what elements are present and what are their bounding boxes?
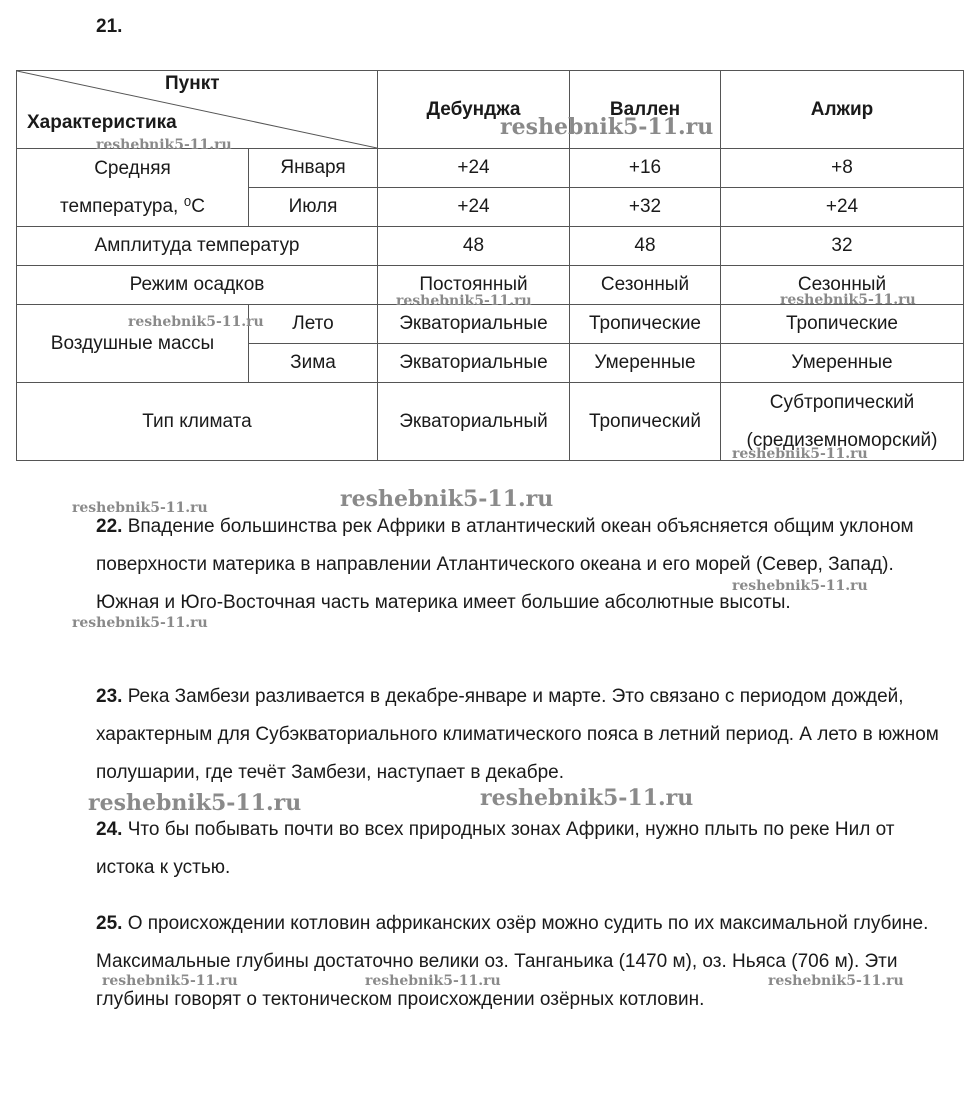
table-cell: Экваториальные xyxy=(378,344,570,383)
table-cell: Умеренные xyxy=(570,344,721,383)
watermark-text: reshebnik5-11.ru xyxy=(732,446,868,462)
watermark-text: reshebnik5-11.ru xyxy=(780,292,916,308)
column-header-debundja: Дебунджа xyxy=(378,71,570,149)
corner-label-point: Пункт xyxy=(165,73,220,94)
row-label-july: Июля xyxy=(249,188,378,227)
table-cell: +16 xyxy=(570,149,721,188)
table-cell: Экваториальные xyxy=(378,305,570,344)
table-cell: +24 xyxy=(378,188,570,227)
watermark-text: reshebnik5-11.ru xyxy=(480,785,694,811)
row-label-air-masses: Воздушные массы xyxy=(17,305,249,383)
row-label-winter: Зима xyxy=(249,344,378,383)
row-label-amplitude: Амплитуда температур xyxy=(17,227,378,266)
answer-22: 22. Впадение большинства рек Африки в атлантический океан объясняется общим уклоном поверхности материка в направлении Атлантического океана и его морей (Север, Запад). Южная и Юго-Восточная часть материка имеет большие абсолютные высоты. xyxy=(96,516,914,613)
table-cell: 32 xyxy=(721,227,964,266)
climate-table xyxy=(16,70,964,461)
row-label-climate-type: Тип климата xyxy=(17,383,378,461)
column-header-algiers: Алжир xyxy=(721,71,964,149)
table-cell: 48 xyxy=(378,227,570,266)
watermark-text: reshebnik5-11.ru xyxy=(768,973,904,989)
watermark-text: reshebnik5-11.ru xyxy=(102,973,238,989)
watermark-text: reshebnik5-11.ru xyxy=(72,500,208,516)
answer-23: 23. Река Замбези разливается в декабре-январе и марте. Это связано с периодом дождей, характерным для Субэкваториального климатического пояса в летний период. А лето в южном полушарии, где течёт Замбези, наступает в декабре. xyxy=(96,686,939,783)
table-cell: +24 xyxy=(378,149,570,188)
column-header-wallen: Валлен xyxy=(570,71,721,149)
table-cell: Тропический xyxy=(570,383,721,461)
watermark-text: reshebnik5-11.ru xyxy=(88,790,302,816)
corner-label-characteristic: Характеристика xyxy=(27,112,177,133)
table-cell: Тропические xyxy=(721,305,964,344)
table-cell: +24 xyxy=(721,188,964,227)
watermark-text: reshebnik5-11.ru xyxy=(72,615,208,631)
watermark-text: reshebnik5-11.ru xyxy=(96,137,232,153)
table-cell: 48 xyxy=(570,227,721,266)
task-21-number: 21. xyxy=(96,16,123,37)
table-cell: Сезонный xyxy=(570,266,721,305)
table-cell: Постоянный xyxy=(378,266,570,305)
table-corner-header xyxy=(17,71,378,149)
answer-24: 24. Что бы побывать почти во всех природных зонах Африки, нужно плыть по реке Нил от истока к устью. xyxy=(96,819,895,878)
table-cell: Умеренные xyxy=(721,344,964,383)
table-cell: +32 xyxy=(570,188,721,227)
table-cell-algiers-climate: Субтропический (средиземноморский) xyxy=(721,383,964,461)
watermark-text: reshebnik5-11.ru xyxy=(732,578,868,594)
answer-25: 25. О происхождении котловин африканских озёр можно судить по их максимальной глубине. Максимальные глубины достаточно велики оз. Танганьика (1470 м), оз. Ньяса (706 м). Эти глубины говорят о тектоническом происхождении озёрных котловин. xyxy=(96,913,929,1010)
watermark-text: reshebnik5-11.ru xyxy=(340,486,554,512)
table-cell: +8 xyxy=(721,149,964,188)
row-label-precipitation: Режим осадков xyxy=(17,266,378,305)
watermark-text: reshebnik5-11.ru xyxy=(365,973,501,989)
table-cell: Экваториальный xyxy=(378,383,570,461)
table-cell: Сезонный xyxy=(721,266,964,305)
watermark-text: reshebnik5-11.ru xyxy=(396,293,532,309)
row-label-january: Января xyxy=(249,149,378,188)
row-label-summer: Лето xyxy=(249,305,378,344)
watermark-text: reshebnik5-11.ru xyxy=(500,114,714,140)
table-cell: Тропические xyxy=(570,305,721,344)
row-label-temperature: Средняя температура, ⁰С xyxy=(17,149,249,227)
watermark-text: reshebnik5-11.ru xyxy=(128,314,264,330)
